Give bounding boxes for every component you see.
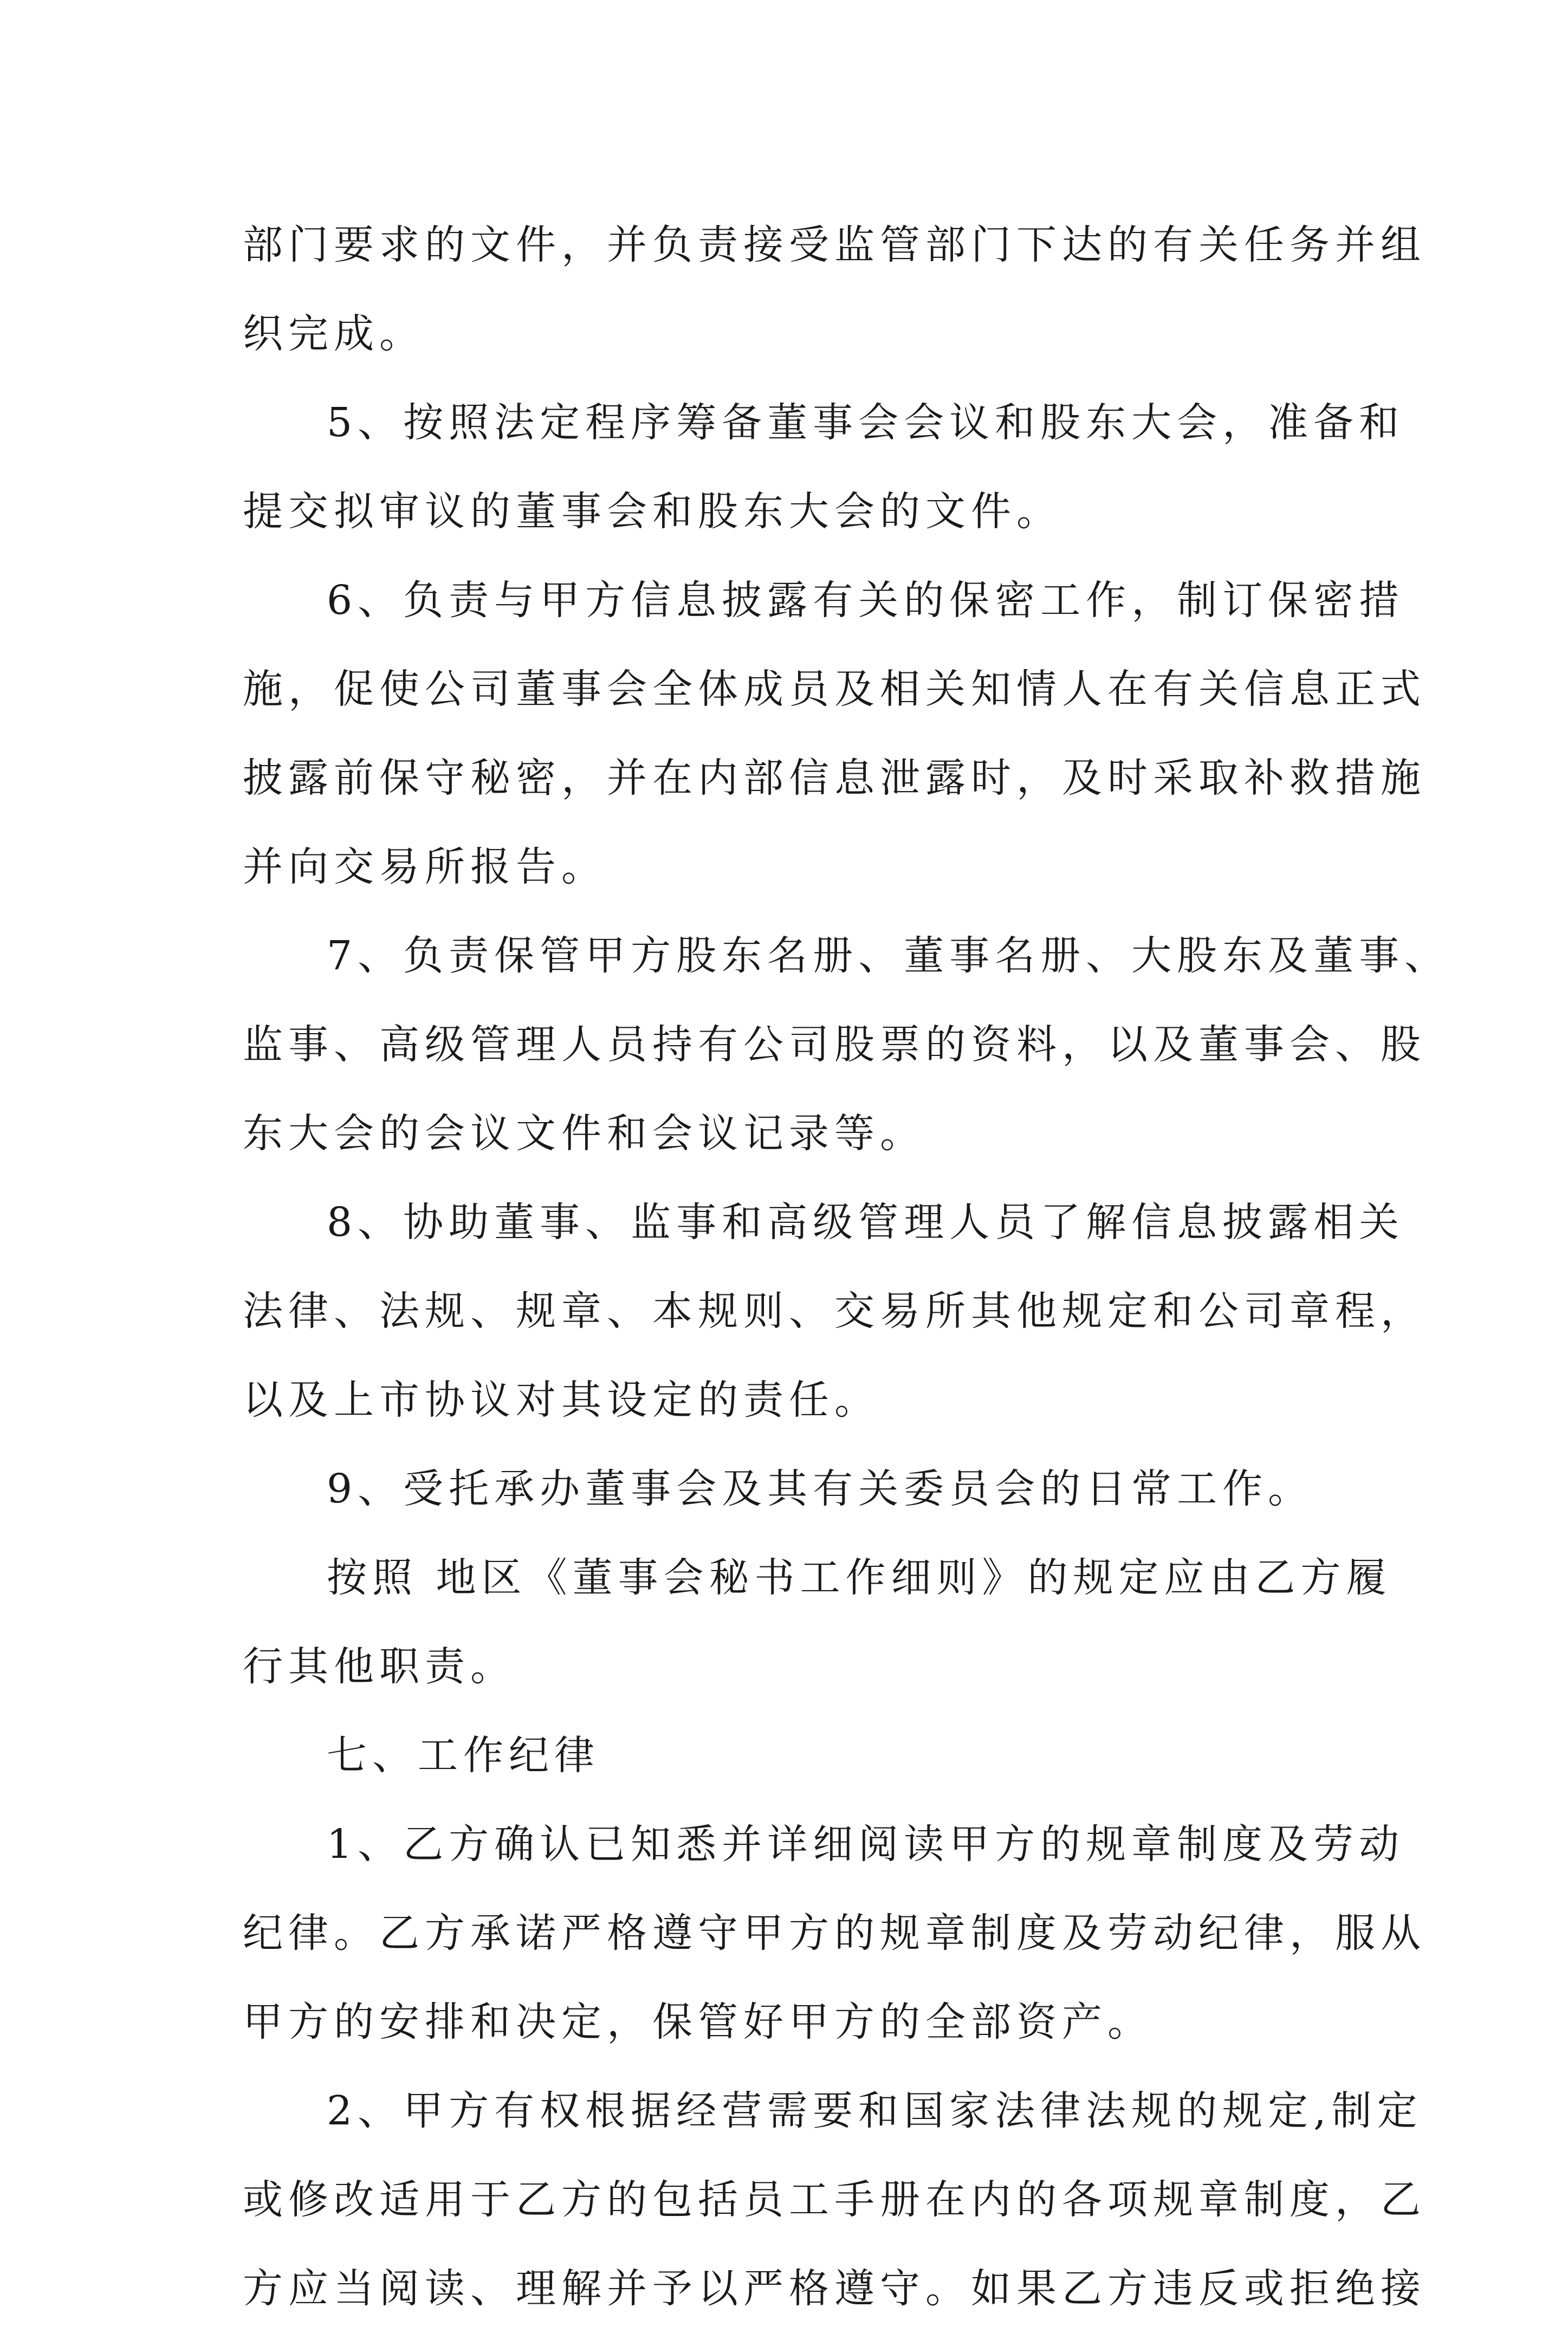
text-line: 施，促使公司董事会全体成员及相关知情人在有关信息正式 <box>243 666 1426 712</box>
text-line: 6、负责与甲方信息披露有关的保密工作，制订保密措 <box>327 577 1405 624</box>
text-line: 纪律。乙方承诺严格遵守甲方的规章制度及劳动纪律，服从 <box>243 1910 1426 1956</box>
paragraph-discipline-2 <box>243 2066 1426 2333</box>
text-line: 法律、法规、规章、本规则、交易所其他规定和公司章程， <box>243 1288 1426 1334</box>
text-line: 7、负责保管甲方股东名册、董事名册、大股东及董事、 <box>327 932 1450 979</box>
text-line: 1、乙方确认已知悉并详细阅读甲方的规章制度及劳动 <box>327 1821 1405 1868</box>
section-heading: 七、工作纪律 <box>327 1732 600 1779</box>
text-line: 按照 地区《董事会秘书工作细则》的规定应由乙方履 <box>327 1554 1392 1601</box>
paragraph-item-6 <box>243 556 1426 911</box>
paragraph-discipline-1 <box>243 1800 1426 2066</box>
text-line: 东大会的会议文件和会议记录等。 <box>243 1110 925 1157</box>
text-line: 9、受托承办董事会及其有关委员会的日常工作。 <box>327 1466 1314 1512</box>
text-line: 方应当阅读、理解并予以严格遵守。如果乙方违反或拒绝接 <box>243 2265 1426 2312</box>
text-line: 2、甲方有权根据经营需要和国家法律法规的规定,制定 <box>327 2088 1423 2134</box>
text-line: 甲方的安排和决定，保管好甲方的全部资产。 <box>243 1999 1153 2045</box>
text-line: 以及上市协议对其设定的责任。 <box>243 1377 880 1423</box>
text-line: 行其他职责。 <box>243 1643 516 1690</box>
paragraph-item-5 <box>243 378 1405 556</box>
text-line: 织完成。 <box>243 310 425 357</box>
text-line: 5、按照法定程序筹备董事会会议和股东大会，准备和 <box>327 399 1405 446</box>
text-line: 提交拟审议的董事会和股东大会的文件。 <box>243 488 1062 535</box>
text-line: 并向交易所报告。 <box>243 844 607 890</box>
paragraph-item-7 <box>243 911 1450 1178</box>
section-heading-work-discipline <box>243 1711 1332 1800</box>
paragraph-continuation <box>243 200 1426 378</box>
document-body <box>243 200 1450 2333</box>
text-line: 或修改适用于乙方的包括员工手册在内的各项规章制度，乙 <box>243 2176 1426 2223</box>
text-line: 部门要求的文件，并负责接受监管部门下达的有关任务并组 <box>243 222 1426 268</box>
paragraph-item-9 <box>243 1444 1332 1533</box>
paragraph-other-duties <box>243 1533 1392 1711</box>
text-line: 监事、高级管理人员持有公司股票的资料，以及董事会、股 <box>243 1021 1426 1068</box>
text-line: 8、协助董事、监事和高级管理人员了解信息披露相关 <box>327 1199 1405 1246</box>
paragraph-item-8 <box>243 1178 1426 1444</box>
text-line: 披露前保守秘密，并在内部信息泄露时，及时采取补救措施 <box>243 755 1426 801</box>
